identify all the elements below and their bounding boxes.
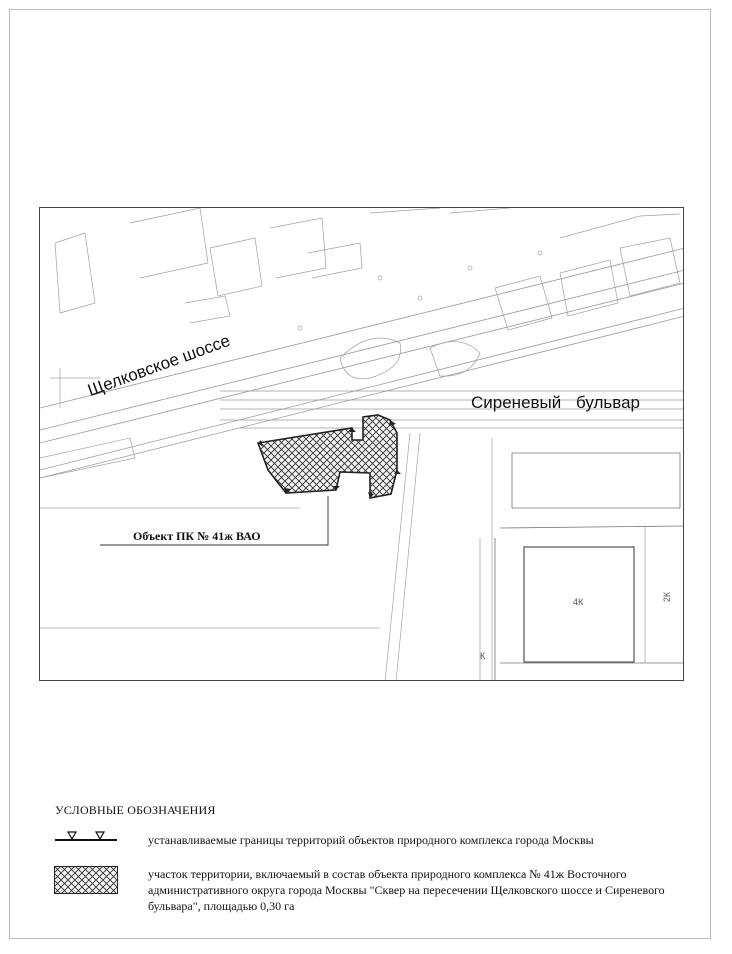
street-label-shchelkovskoe: Щелковское шоссе <box>85 330 233 401</box>
map-frame <box>39 207 684 681</box>
lower-right-block <box>480 453 684 681</box>
street-label-sirenevy: Сиреневый бульвар <box>471 393 641 412</box>
lower-left-details <box>40 368 380 628</box>
object-41zh-area <box>258 415 397 498</box>
legend-title: УСЛОВНЫЕ ОБОЗНАЧЕНИЯ <box>55 803 216 817</box>
buildings-upper <box>55 208 680 379</box>
marker-label-k: К <box>480 651 486 661</box>
legend-item-boundary: устанавливаемые границы территорий объектов природного комплекса города Москвы <box>148 833 594 847</box>
site-plan-map <box>40 208 684 681</box>
legend-item-area: участок территории, включаемый в состав объекта природного комплекса № 41ж Восточного административного округа города Москвы "Сквер на пересечении Щелковского шоссе и Сиреневого бульвара", площадью 0,30 га <box>148 867 665 913</box>
building-label-2k: 2К <box>662 591 673 603</box>
road-vertical <box>385 433 492 681</box>
crosshatch-fill-icon <box>54 866 118 894</box>
building-label-4k: 4К <box>573 597 584 607</box>
boundary-line-icon <box>55 830 117 844</box>
object-label: Объект ПК № 41ж ВАО <box>133 529 261 543</box>
